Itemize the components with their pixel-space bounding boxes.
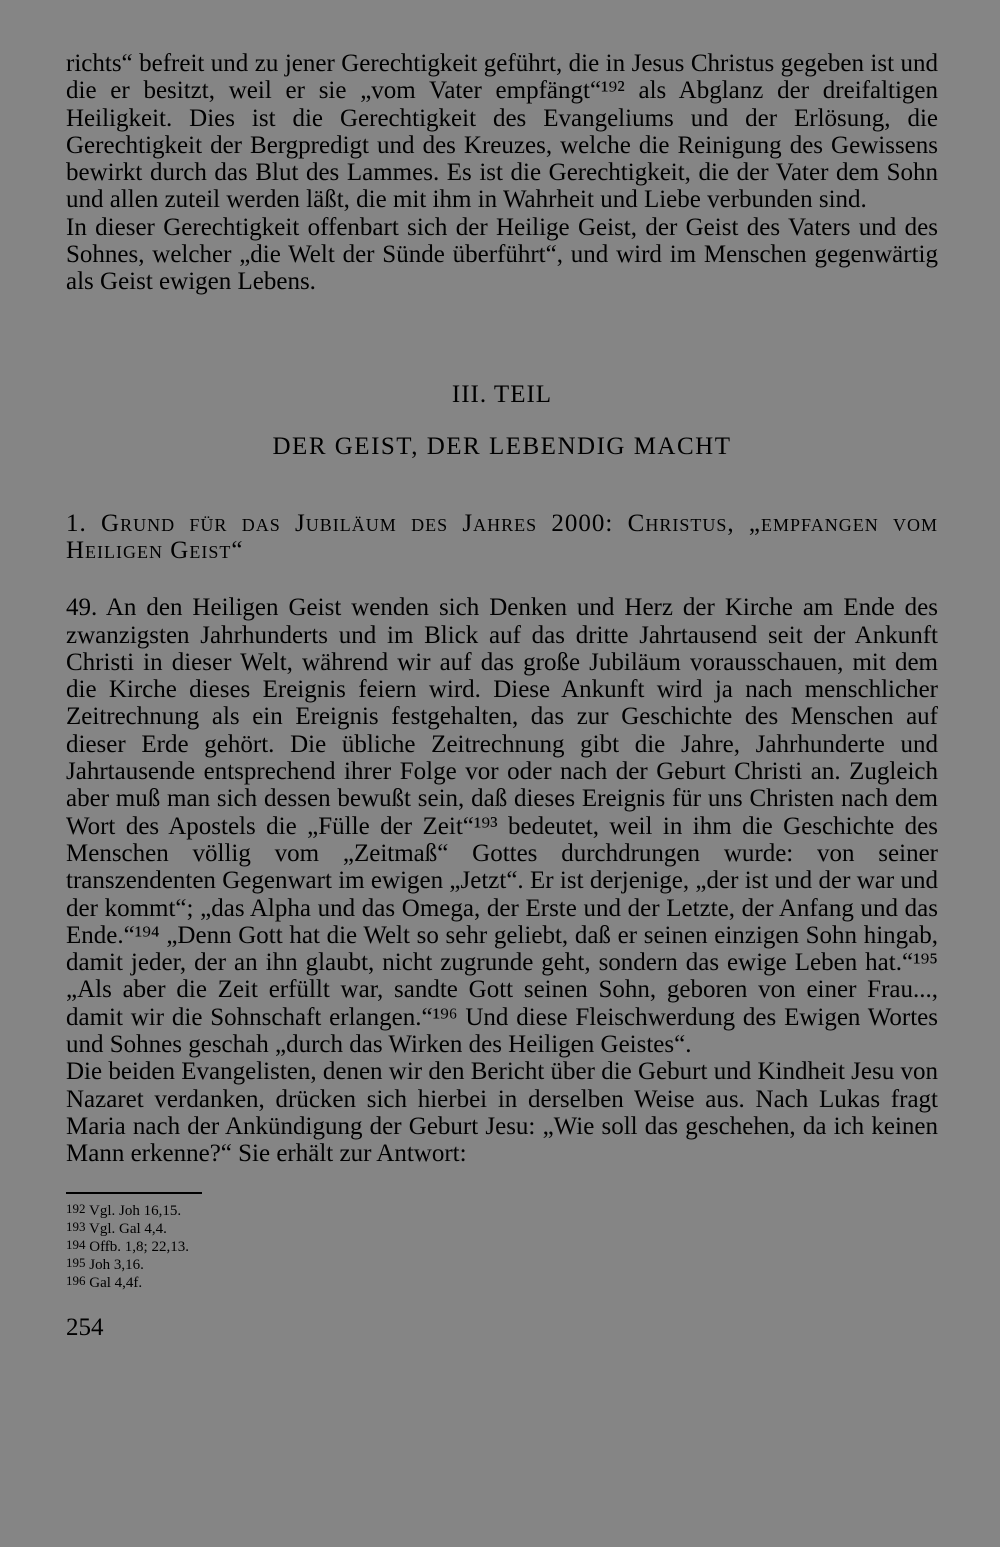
part-title: III. TEIL: [451, 380, 553, 408]
footnote: 192 Vgl. Joh 16,15.: [66, 1200, 182, 1219]
section-heading: 1. Grund für das Jubiläum des Jahres 2000: Christus, „empfangen vom Heiligen Geist“: [66, 509, 938, 564]
footnote: 196 Gal 4,4f.: [66, 1272, 143, 1291]
footnote: 193 Vgl. Gal 4,4.: [66, 1218, 167, 1237]
body-text: [66, 594, 938, 1167]
footnote: 194 Offb. 1,8; 22,13.: [66, 1236, 189, 1255]
paragraph: Die beiden Evangelisten, denen wir den Bericht über die Geburt und Kindheit Jesu von Nazaret verdanken, drücken sich hierbei in derselben Weise aus. Nach Lukas fragt Maria nach der Ankündigung der Geburt Jesu: „Wie soll das geschehen, da ich keinen Mann erkenne?“ Sie erhält zur Antwort:: [66, 1058, 938, 1168]
book-page: [66, 50, 938, 1342]
page-number: 254: [66, 1313, 104, 1341]
paragraph: richts“ befreit und zu jener Gerechtigkeit geführt, die in Jesus Christus gegeben ist und die er besitzt, weil er sie „vom Vater empfängt“¹⁹² als Abglanz der dreifaltigen Heiligkeit. Dies ist die Gerechtigkeit des Evangeliums und der Erlösung, die Gerechtigkeit der Bergpredigt und des Kreuzes, welche die Reinigung des Gewissens bewirkt durch das Blut des Lammes. Es ist die Gerechtigkeit, die der Vater dem Sohn und allen zuteil werden läßt, die mit ihm in Wahrheit und Liebe verbunden sind.: [66, 50, 938, 214]
paragraph: 49. An den Heiligen Geist wenden sich Denken und Herz der Kirche am Ende des zwanzigsten Jahrhunderts und im Blick auf das dritte Jahrtausend seit der Ankunft Christi in dieser Welt, während wir auf das große Jubiläum vorausschauen, mit dem die Kirche dieses Ereignis feiern wird. Diese Ankunft wird ja nach menschlicher Zeitrechnung als ein Ereignis festgehalten, das zur Geschichte des Menschen auf dieser Erde gehört. Die übliche Zeitrechnung gibt die Jahre, Jahrhunderte und Jahrtausende entsprechend ihrer Folge vor oder nach der Geburt Christi an. Zugleich aber muß man sich dessen bewußt sein, daß dieses Ereignis für uns Christen nach dem Wort des Apostels die „Fülle der Zeit“¹⁹³ bedeutet, weil in ihm die Geschichte des Menschen völlig vom „Zeitmaß“ Gottes durchdrungen wurde: von seiner transzendenten Gegenwart im ewigen „Jetzt“. Er ist derjenige, „der ist und der war und der kommt“; „das Alpha und das Omega, der Erste und der Letzte, der Anfang und das Ende.“¹⁹⁴ „Denn Gott hat die Welt so sehr geliebt, daß er seinen einzigen Sohn hingab, damit jeder, der an ihn glaubt, nicht zugrunde geht, sondern das ewige Leben hat.“¹⁹⁵ „Als aber die Zeit erfüllt war, sandte Gott seinen Sohn, geboren von einer Frau..., damit wir die Sohnschaft erlangen.“¹⁹⁶ Und diese Fleischwerdung des Ewigen Wortes und Sohnes geschah „durch das Wirken des Heiligen Geistes“.: [66, 594, 938, 1059]
footnote-divider: [66, 1192, 202, 1194]
paragraph: In dieser Gerechtigkeit offenbart sich der Heilige Geist, der Geist des Vaters und des Sohnes, welcher „die Welt der Sünde überführt“, und wird im Menschen gegenwärtig als Geist ewigen Lebens.: [66, 213, 938, 296]
chapter-title: DER GEIST, DER LEBENDIG MACHT: [272, 432, 732, 460]
footnotes: [66, 1202, 938, 1292]
footnote: 195 Joh 3,16.: [66, 1254, 144, 1273]
